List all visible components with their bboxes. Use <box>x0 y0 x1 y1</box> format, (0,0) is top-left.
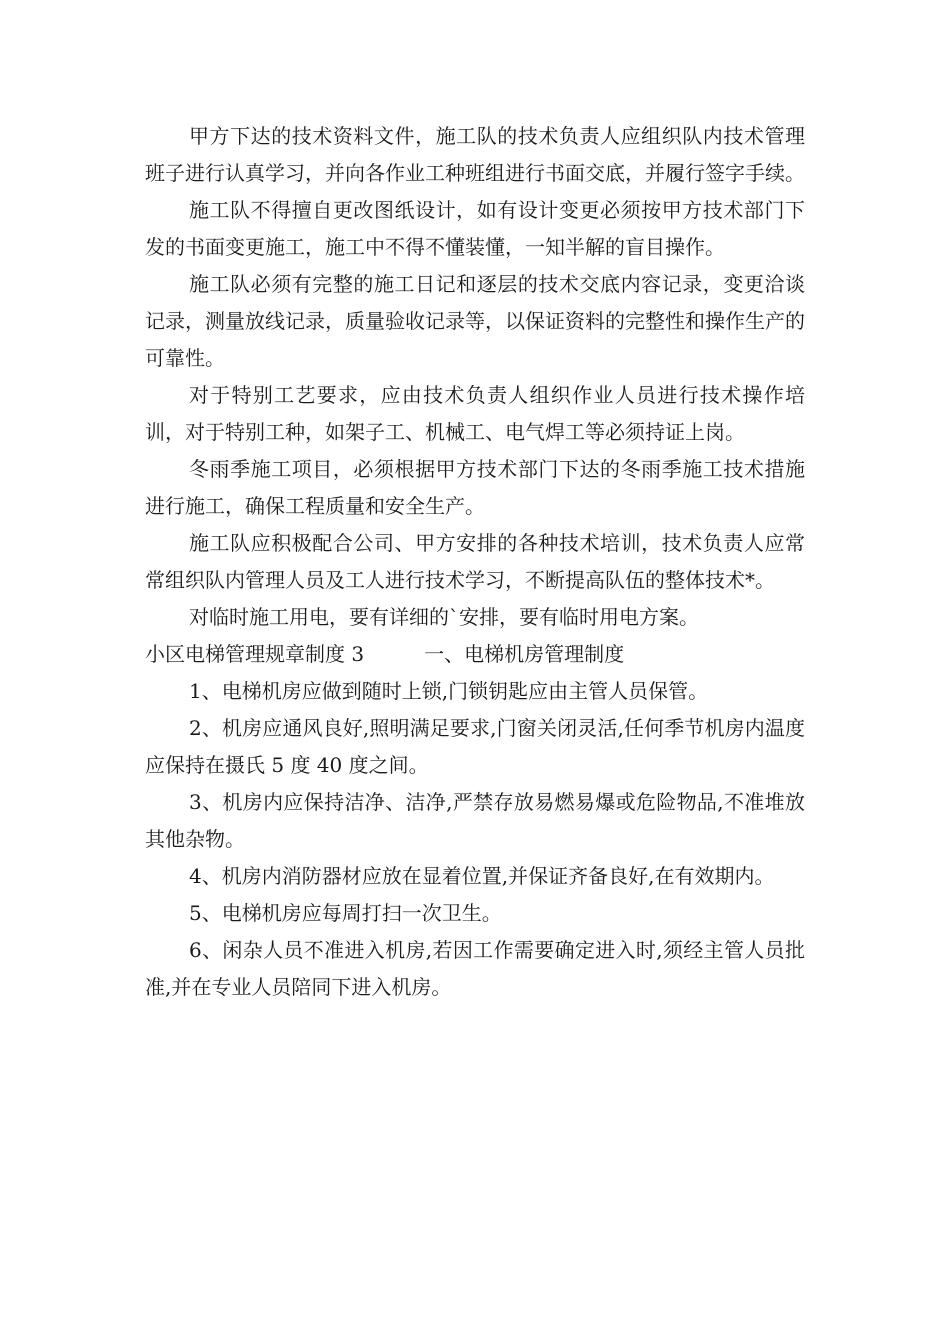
section-heading <box>145 636 805 673</box>
rule-item: 3、机房内应保持洁净、洁净,严禁存放易燃易爆或危险物品,不准堆放其他杂物。 <box>145 790 805 851</box>
document-page <box>145 118 805 1006</box>
paragraph: 施工队不得擅自更改图纸设计，如有设计变更必须按甲方技术部门下发的书面变更施工，施工中不得不懂装懂，一知半解的盲目操作。 <box>145 198 805 259</box>
paragraph: 冬雨季施工项目，必须根据甲方技术部门下达的冬雨季施工技术措施进行施工，确保工程质量和安全生产。 <box>145 457 805 518</box>
paragraph: 对于特别工艺要求，应由技术负责人组织作业人员进行技术操作培训，对于特别工种，如架子工、机械工、电气焊工等必须持证上岗。 <box>145 383 805 444</box>
paragraph: 甲方下达的技术资料文件，施工队的技术负责人应组织队内技术管理班子进行认真学习，并向各作业工种班组进行书面交底，并履行签字手续。 <box>145 124 805 185</box>
section-subtitle: 一、电梯机房管理制度 <box>424 642 625 666</box>
paragraph: 施工队必须有完整的施工日记和逐层的技术交底内容记录，变更洽谈记录，测量放线记录，质量验收记录等，以保证资料的完整性和操作生产的可靠性。 <box>145 272 805 370</box>
rule-item: 6、闲杂人员不准进入机房,若因工作需要确定进入时,须经主管人员批准,并在专业人员陪同下进入机房。 <box>145 938 805 999</box>
paragraph: 对临时施工用电，要有详细的`安排，要有临时用电方案。 <box>189 605 699 629</box>
rule-item: 4、机房内消防器材应放在显着位置,并保证齐备良好,在有效期内。 <box>189 864 775 888</box>
rule-item: 1、电梯机房应做到随时上锁,门锁钥匙应由主管人员保管。 <box>189 679 709 703</box>
rule-item: 5、电梯机房应每周打扫一次卫生。 <box>189 901 502 925</box>
paragraph: 施工队应积极配合公司、甲方安排的各种技术培训，技术负责人应常常组织队内管理人员及工人进行技术学习，不断提高队伍的整体技术*。 <box>145 531 805 592</box>
rule-item: 2、机房应通风良好,照明满足要求,门窗关闭灵活,任何季节机房内温度应保持在摄氏 5 度 40 度之间。 <box>145 716 805 777</box>
section-title: 小区电梯管理规章制度 3 <box>145 642 365 666</box>
